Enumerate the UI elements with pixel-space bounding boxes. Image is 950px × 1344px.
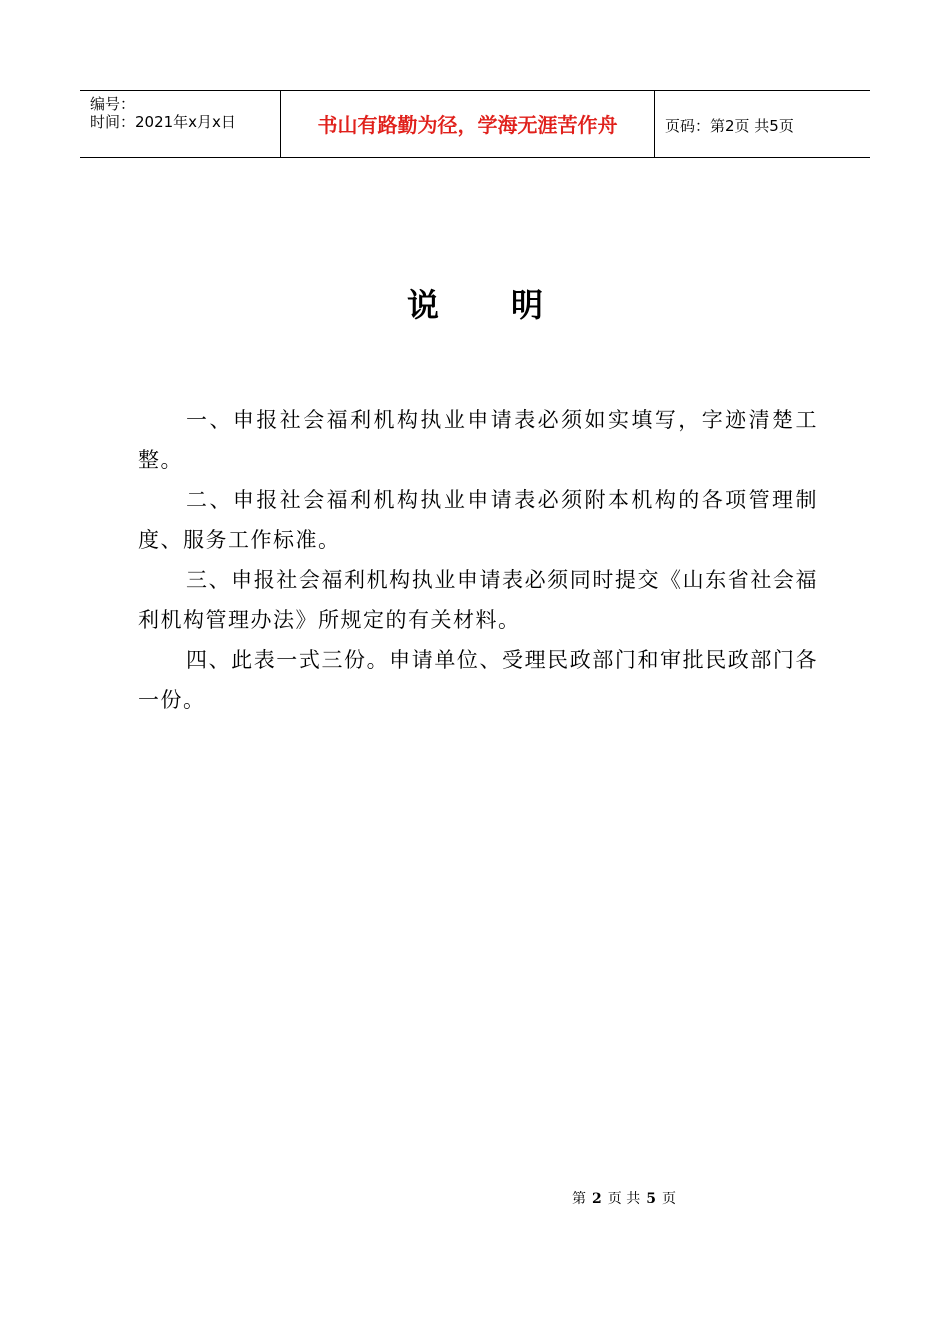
paragraph-3: 三、申报社会福利机构执业申请表必须同时提交《山东省社会福利机构管理办法》所规定的有关材料。 — [138, 568, 818, 632]
header-motto-cell — [281, 91, 655, 157]
paragraph-1: 一、申报社会福利机构执业申请表必须如实填写，字迹清楚工整。 — [138, 408, 818, 472]
footer-page-mid: 页 共 — [607, 1191, 641, 1207]
document-number-label: 编号： — [90, 95, 136, 113]
footer-page-number: 2 — [592, 1191, 602, 1207]
footer-page-suffix: 页 — [661, 1191, 676, 1207]
document-date-label: 时间：2021年x月x日 — [90, 113, 236, 131]
footer-total-pages: 5 — [646, 1191, 656, 1207]
header-page-cell — [655, 91, 870, 157]
page-footer — [0, 1190, 950, 1208]
page-title: 说明 — [406, 286, 615, 324]
paragraph-2: 二、申报社会福利机构执业申请表必须附本机构的各项管理制度、服务工作标准。 — [138, 488, 818, 552]
paragraph-4: 四、此表一式三份。申请单位、受理民政部门和审批民政部门各一份。 — [138, 648, 818, 712]
document-body — [138, 400, 818, 720]
header-motto: 书山有路勤为径，学海无涯苦作舟 — [317, 113, 618, 137]
document-header — [80, 90, 870, 158]
header-meta-cell — [80, 91, 281, 157]
footer-page-prefix: 第 — [572, 1191, 587, 1207]
header-page-label: 页码：第2页 共5页 — [665, 117, 794, 135]
